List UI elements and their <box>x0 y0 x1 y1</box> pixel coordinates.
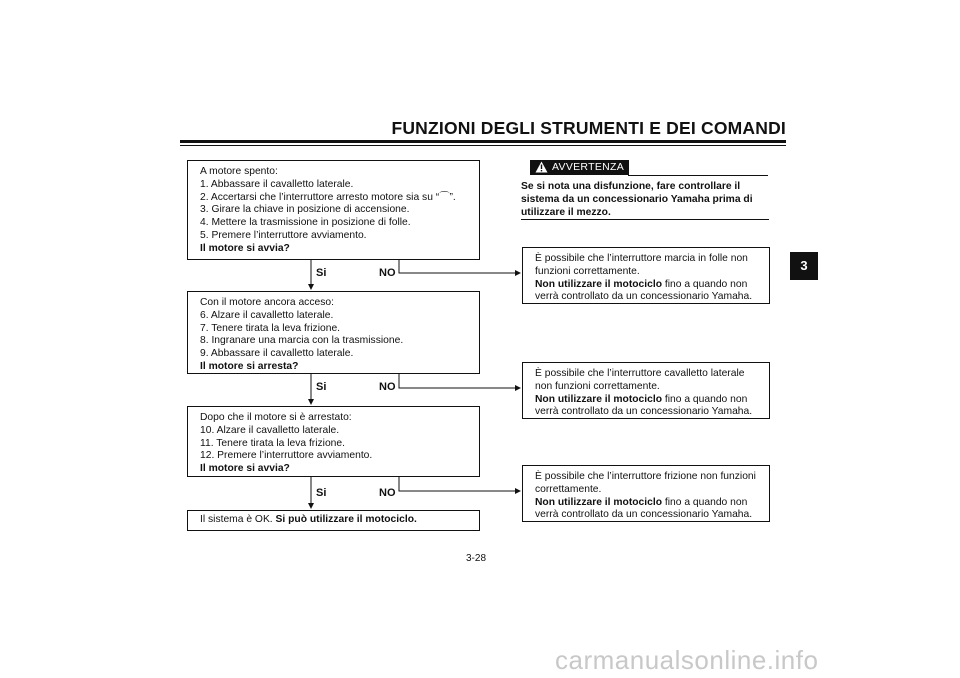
result-line: È possibile che l’interruttore marcia in folle non <box>535 253 748 264</box>
box2-line: 8. Ingranare una marcia con la trasmissione. <box>200 335 404 347</box>
yes-label-1: Si <box>316 267 327 279</box>
flow-step-box-1 <box>187 160 480 260</box>
result-line: correttamente. <box>535 483 602 495</box>
result-line: non funzioni correttamente. <box>535 380 660 392</box>
page-title: FUNZIONI DEGLI STRUMENTI E DEI COMANDI <box>391 118 786 138</box>
warning-badge <box>530 160 629 175</box>
box2-line: 7. Tenere tirata la leva frizione. <box>200 322 341 334</box>
page-number: 3-28 <box>466 553 487 564</box>
yes-label-2: Si <box>316 381 327 393</box>
no-label-2: NO <box>379 381 396 393</box>
ok-prefix: Il sistema è OK. <box>200 514 276 525</box>
box3-line: 11. Tenere tirata la leva frizione. <box>200 437 346 449</box>
box1-line: A motore spento: <box>200 166 278 177</box>
result-line: verrà controllato da un concessionario Yamaha. <box>535 509 753 521</box>
result-rest: fino a quando non <box>662 393 748 405</box>
result-rest: fino a quando non <box>662 278 748 290</box>
warning-badge-label: AVVERTENZA <box>552 161 625 173</box>
warning-text: Se si nota una disfunzione, fare controllare il sistema da un concessionario Yamaha prima di utilizzare il mezzo. <box>521 181 753 218</box>
result-line: funzioni correttamente. <box>535 265 640 277</box>
box1-line: 3. Girare la chiave in posizione di accensione. <box>200 204 410 216</box>
result-rest: fino a quando non <box>662 496 748 508</box>
no-arrow-3 <box>399 477 520 491</box>
warning-triangle-icon <box>535 161 548 173</box>
result-line: verrà controllato da un concessionario Yamaha. <box>535 291 753 303</box>
watermark: carmanualsonline.info <box>555 645 819 675</box>
result-warning-bold: Non utilizzare il motociclo <box>535 278 663 290</box>
box2-question: Il motore si arresta? <box>200 360 299 372</box>
flow-step-box-2 <box>187 291 480 374</box>
box2-line: 9. Abbassare il cavalletto laterale. <box>200 348 354 360</box>
box2-line: Con il motore ancora acceso: <box>200 297 334 308</box>
result-warning-bold: Non utilizzare il motociclo <box>535 496 663 508</box>
result-box-2 <box>522 362 770 419</box>
result-box-1 <box>522 247 770 304</box>
box3-line: 12. Premere l’interruttore avviamento. <box>200 450 373 462</box>
result-line: È possibile che l’interruttore frizione non funzioni <box>535 471 756 482</box>
no-label-1: NO <box>379 267 396 279</box>
no-label-3: NO <box>379 487 396 499</box>
yes-label-3: Si <box>316 487 327 499</box>
box1-line: 4. Mettere la trasmissione in posizione di folle. <box>200 217 411 229</box>
result-line: È possibile che l’interruttore cavalletto laterale <box>535 368 745 379</box>
box1-line: 2. Accertarsi che l’interruttore arresto motore sia su “⌒”. <box>200 191 456 203</box>
warning-bottom-rule <box>521 219 769 220</box>
box3-line: Dopo che il motore si è arrestato: <box>200 412 352 423</box>
flow-result-ok-box <box>187 510 480 531</box>
result-box-3 <box>522 465 770 522</box>
chapter-tab: 3 <box>790 252 818 280</box>
warning-top-rule <box>628 175 768 176</box>
box1-line: 5. Premere l’interruttore avviamento. <box>200 229 367 241</box>
no-arrow-1 <box>399 260 520 273</box>
no-arrow-2 <box>399 374 520 388</box>
ok-bold: Si può utilizzare il motociclo. <box>275 514 417 525</box>
box2-line: 6. Alzare il cavalletto laterale. <box>200 309 334 321</box>
flow-step-box-3 <box>187 406 480 477</box>
box1-question: Il motore si avvia? <box>200 242 290 254</box>
box1-line: 1. Abbassare il cavalletto laterale. <box>200 178 354 190</box>
result-line: verrà controllato da un concessionario Yamaha. <box>535 406 753 418</box>
box3-question: Il motore si avvia? <box>200 463 290 475</box>
box3-line: 10. Alzare il cavalletto laterale. <box>200 424 340 436</box>
result-warning-bold: Non utilizzare il motociclo <box>535 393 663 405</box>
